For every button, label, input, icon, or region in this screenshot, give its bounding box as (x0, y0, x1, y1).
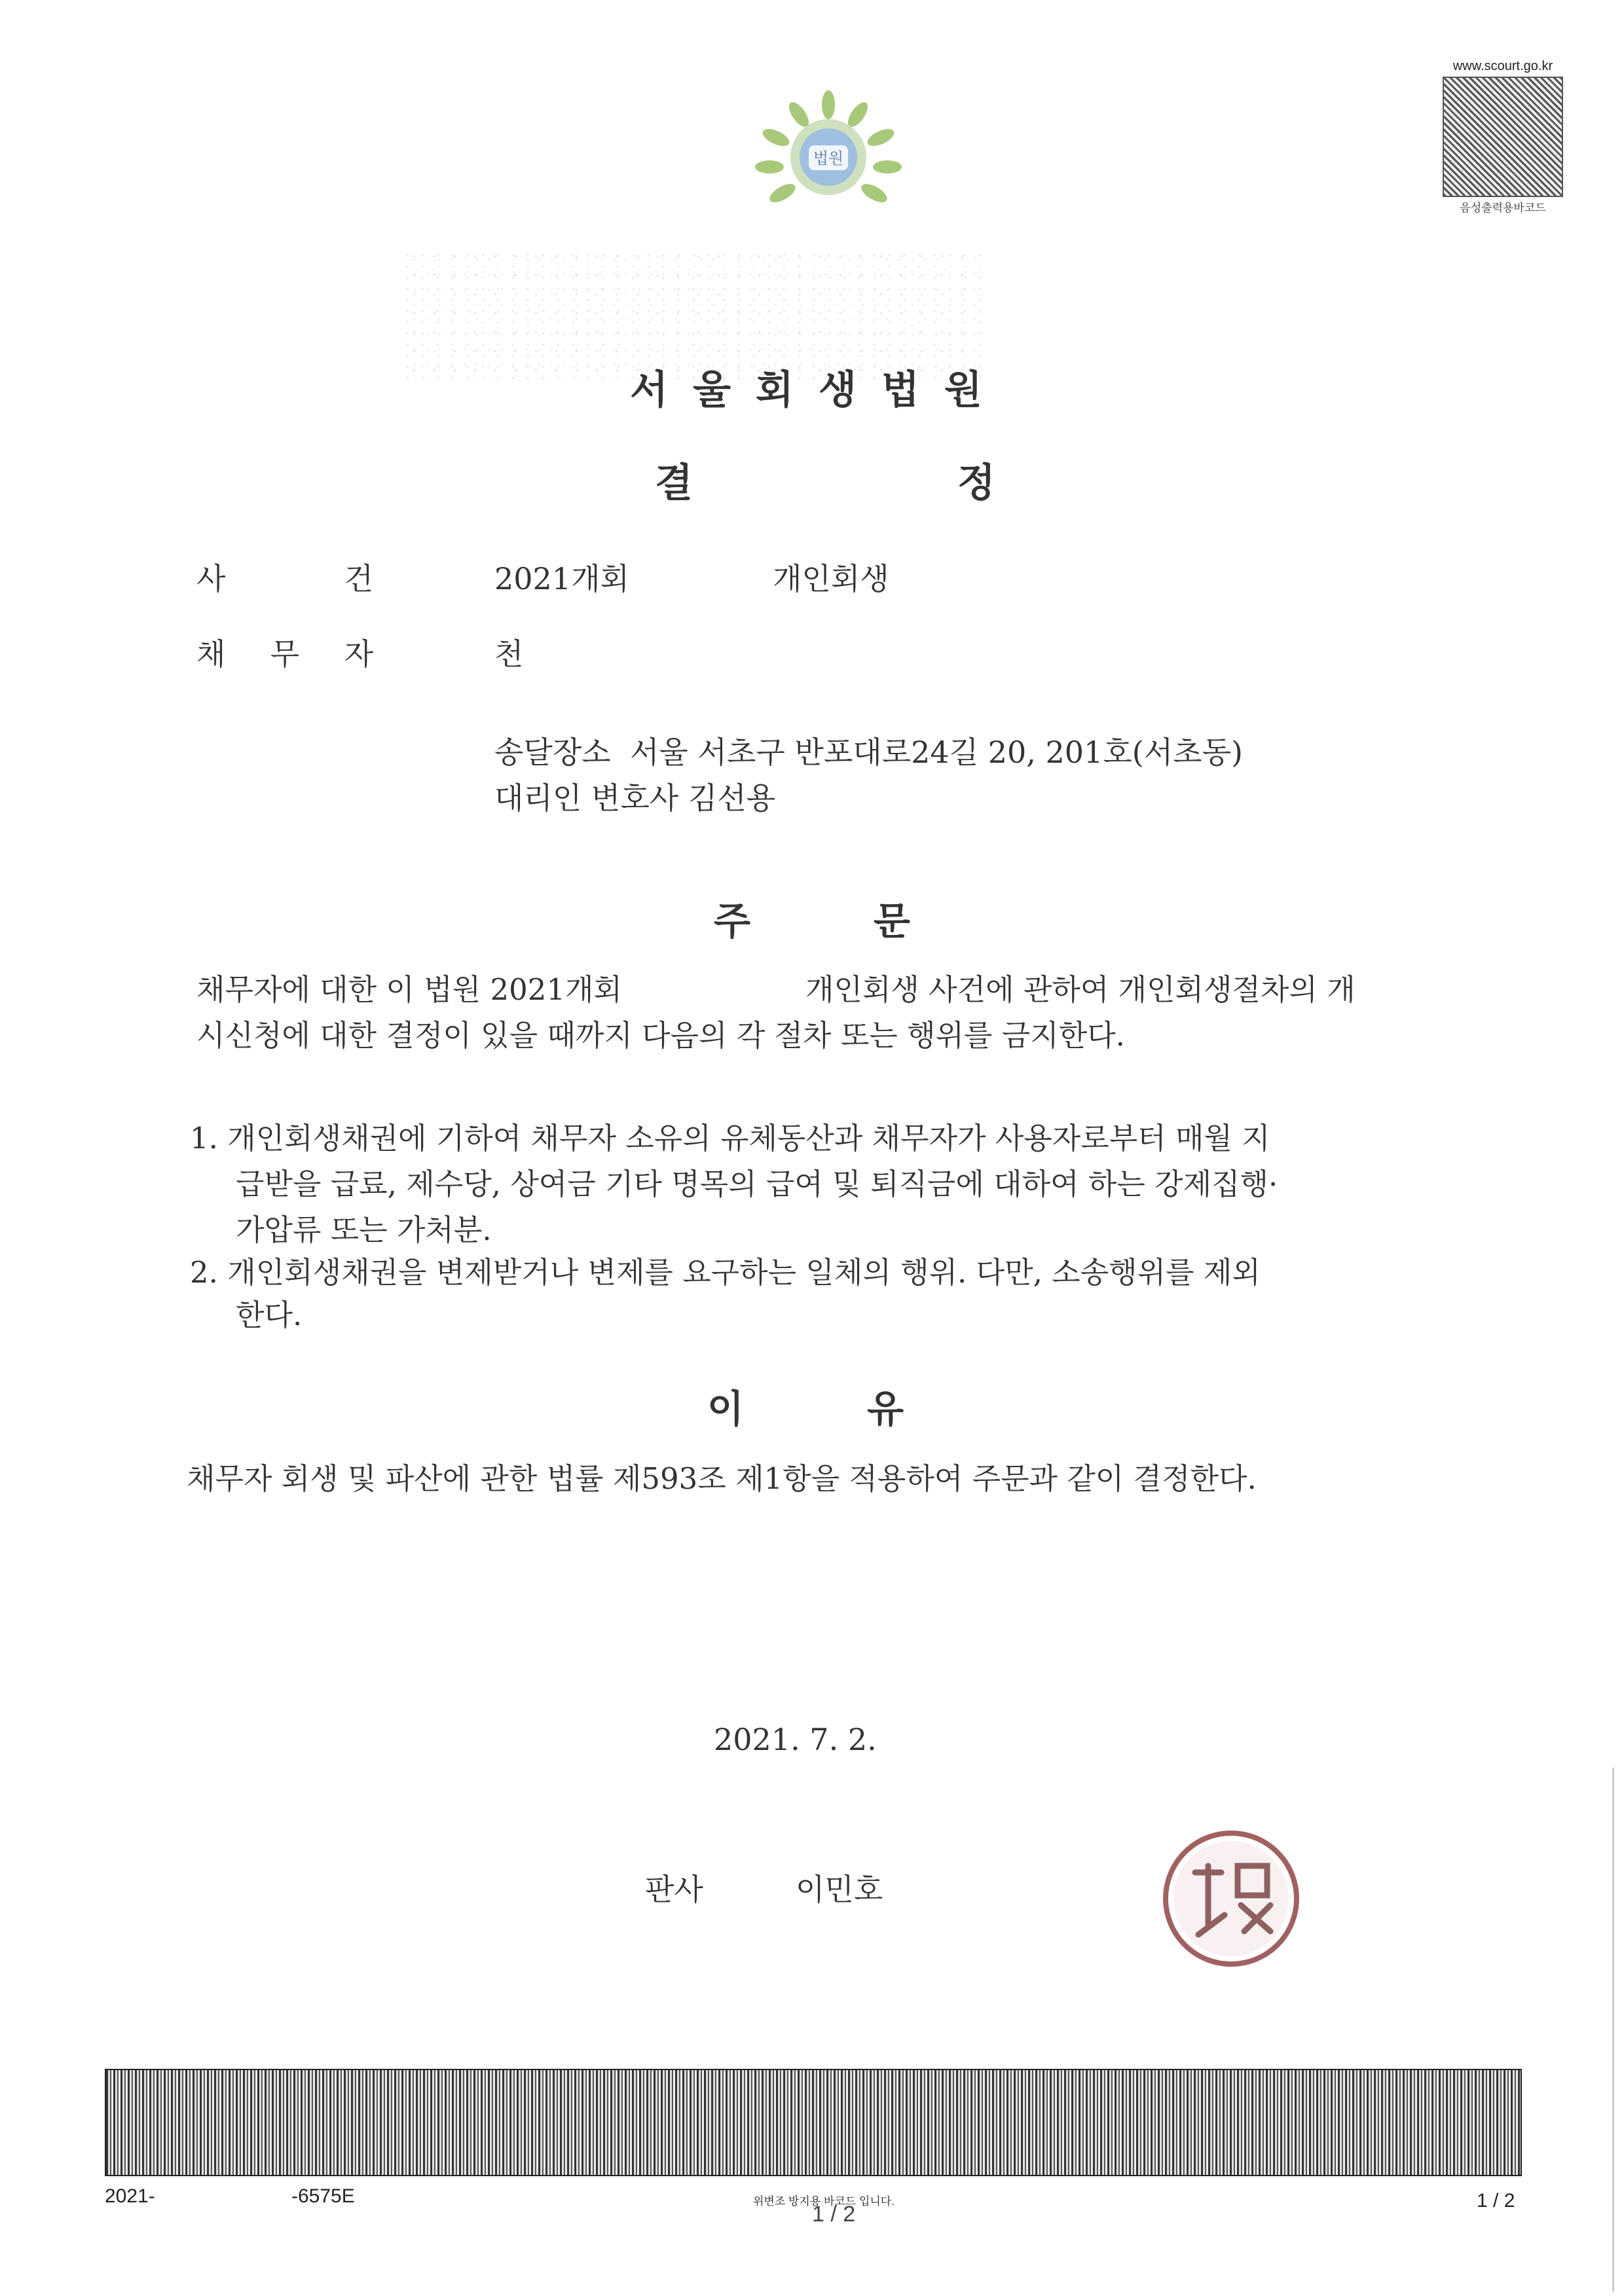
page-number-center: 1 / 2 (812, 2202, 856, 2227)
debtor-label (196, 630, 373, 674)
judge-label: 판사 (645, 1872, 703, 1907)
doc-number-left: 2021- (105, 2185, 155, 2207)
qr-code-icon (1443, 77, 1563, 197)
order-item1-line1: 1. 개인회생채권에 기하여 채무자 소유의 유체동산과 채무자가 사용자로부터 매월 지 (190, 1121, 1270, 1156)
scan-edge-line (1612, 1768, 1614, 2291)
doc-type-char-2: 정 (957, 460, 995, 506)
reason-text: 채무자 회생 및 파산에 관한 법률 제593조 제1항을 적용하여 주문과 같이 결정한다. (187, 1461, 1257, 1496)
debtor-label-char: 자 (344, 636, 373, 672)
emblem-label: 법원 (813, 149, 844, 168)
court-name: 서울회생법원 (630, 367, 1007, 413)
reason-heading-char: 이 (707, 1387, 745, 1431)
doc-number-right: -6575E (291, 2185, 355, 2207)
decision-date: 2021. 7. 2. (714, 1722, 877, 1757)
debtor-label-char: 채 (196, 636, 226, 672)
order-heading (714, 890, 910, 945)
order-para-line1b: 개인회생 사건에 관하여 개인회생절차의 개 (805, 972, 1356, 1007)
reason-heading-char: 유 (866, 1387, 904, 1431)
service-address: 송달장소 서울 서초구 반포대로24길 20, 201호(서초동) (494, 735, 1243, 770)
court-emblem-graphic (747, 85, 910, 223)
order-heading-char: 문 (873, 899, 910, 943)
case-label-char: 사 (196, 561, 226, 596)
legal-agent: 대리인 변호사 김선용 (494, 780, 776, 816)
anti-forgery-note: 위변조 방지용 바코드 입니다. (753, 2195, 895, 2208)
seal-graphic (1159, 1827, 1303, 1971)
anti-forgery-barcode (105, 2069, 1522, 2176)
case-label-char: 건 (344, 561, 373, 596)
case-label (196, 555, 373, 598)
judge-name: 이민호 (796, 1872, 883, 1907)
case-type: 개인회생 (773, 561, 889, 596)
order-heading-char: 주 (714, 899, 751, 943)
order-para-line2: 시신청에 대한 결정이 있을 때까지 다음의 각 절차 또는 행위를 금지한다. (196, 1018, 1125, 1053)
barcode-caption: 음성출력용바코드 (1460, 202, 1546, 214)
order-item1-line3: 가압류 또는 가처분. (236, 1212, 492, 1247)
voice-barcode (1441, 59, 1565, 214)
reason-heading (707, 1378, 904, 1433)
page-number-right: 1 / 2 (1477, 2190, 1515, 2212)
order-item2-line1: 2. 개인회생채권을 변제받거나 변제를 요구하는 일체의 행위. 다만, 소송행위를 제외 (190, 1255, 1261, 1290)
judge-seal (1159, 1827, 1303, 1971)
document-type (655, 452, 995, 508)
debtor-name: 천 (494, 636, 524, 672)
case-number: 2021개회 (494, 561, 629, 596)
order-para-line1a: 채무자에 대한 이 법원 2021개회 (196, 972, 622, 1007)
court-emblem (747, 85, 910, 223)
order-item2-line2: 한다. (236, 1298, 303, 1332)
court-url: www.scourt.go.kr (1452, 59, 1553, 73)
debtor-label-char: 무 (270, 636, 300, 672)
doc-type-char-1: 결 (655, 460, 693, 506)
order-item1-line2: 급받을 급료, 제수당, 상여금 기타 명목의 급여 및 퇴직금에 대하여 하는 강제집행· (236, 1167, 1278, 1201)
